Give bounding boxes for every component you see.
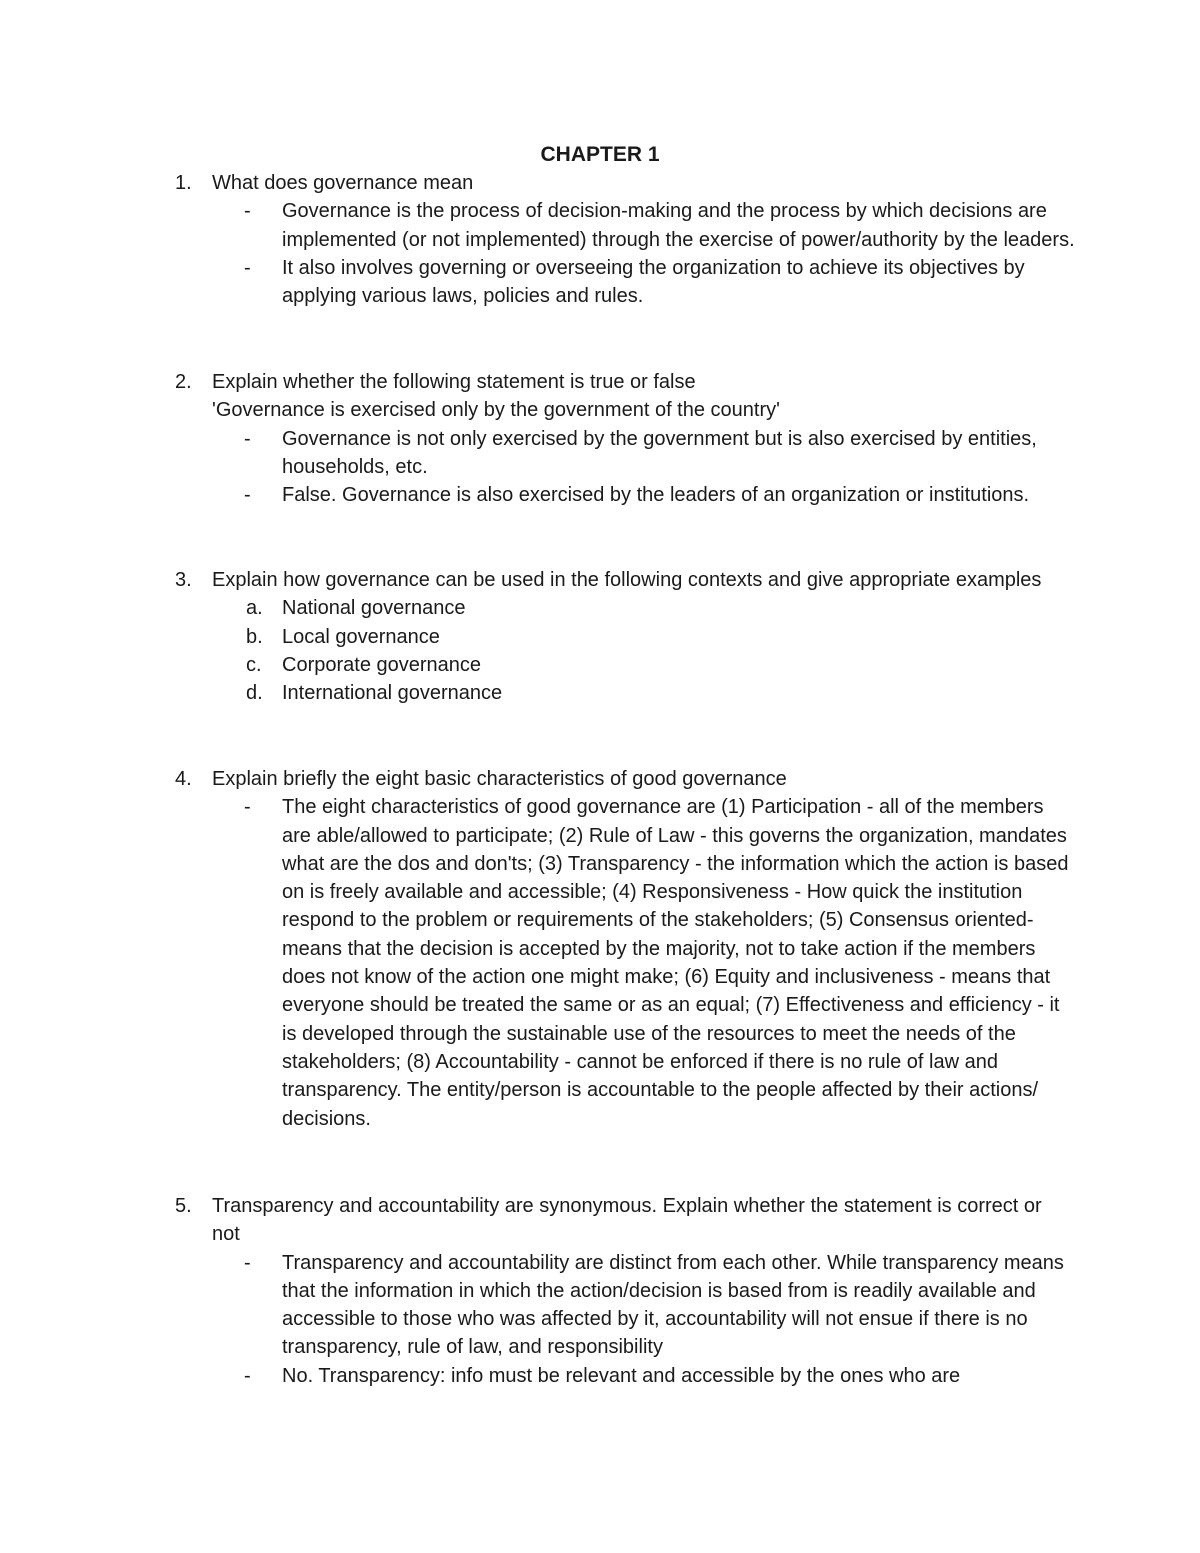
- question-4: [175, 765, 1075, 1133]
- question-text: Transparency and accountability are synonymous. Explain whether the statement is correct or not: [212, 1195, 1042, 1246]
- dash-bullet-icon: -: [244, 427, 251, 450]
- dash-bullet-icon: -: [244, 796, 251, 819]
- bullet: [175, 425, 1075, 482]
- bullet: [175, 197, 1075, 254]
- bullet: [175, 1249, 1075, 1362]
- bullet-text: False. Governance is also exercised by the leaders of an organization or institutions.: [282, 484, 1030, 507]
- question-5: [175, 1192, 1075, 1390]
- lettered-item: [175, 679, 1075, 707]
- item-text: International governance: [282, 682, 503, 705]
- quoted-statement: 'Governance is exercised only by the government of the country': [212, 399, 780, 422]
- question-number: 4.: [175, 768, 192, 790]
- bullet-text: It also involves governing or overseeing the organization to achieve its objectives by applying various laws, policies and rules.: [282, 256, 1025, 308]
- bullet-text: Governance is not only exercised by the government but is also exercised by entities, households, etc.: [282, 427, 1037, 478]
- item-text: Local governance: [282, 625, 440, 648]
- bullet: [175, 481, 1075, 509]
- lettered-item: [175, 651, 1075, 679]
- bullet-text: No. Transparency: info must be relevant and accessible by the ones who are: [282, 1364, 961, 1387]
- dash-bullet-icon: -: [244, 484, 251, 507]
- question-line: [175, 368, 1075, 396]
- question-line: [175, 765, 1075, 793]
- dash-bullet-icon: -: [244, 1364, 251, 1387]
- bullet: [175, 1362, 1075, 1390]
- question-line: [175, 566, 1075, 594]
- item-text: National governance: [282, 597, 466, 620]
- dash-bullet-icon: -: [244, 200, 251, 223]
- dash-bullet-icon: -: [244, 256, 251, 279]
- question-2: [175, 368, 1075, 509]
- question-3: [175, 566, 1075, 707]
- lettered-item: [175, 594, 1075, 622]
- question-number: 3.: [175, 569, 192, 591]
- question-line: [175, 1192, 1075, 1249]
- item-text: Corporate governance: [282, 653, 482, 676]
- bullet-text: Transparency and accountability are distinct from each other. While transparency means that the information in which the action/decision is based from is readily available and accessible to those who was affected by it, accountability will not ensue if there is no transparency, rule of law, and responsibility: [282, 1251, 1064, 1359]
- question-number: 5.: [175, 1195, 192, 1217]
- question-line: [175, 169, 1075, 197]
- bullet-text: Governance is the process of decision-making and the process by which decisions are implemented (or not implemented) through the exercise of power/authority by the leaders.: [282, 200, 1075, 251]
- question-text: Explain how governance can be used in the following contexts and give appropriate examples: [212, 569, 1042, 591]
- question-text: Explain briefly the eight basic characteristics of good governance: [212, 768, 787, 790]
- bullet: [175, 793, 1075, 1133]
- item-letter: c.: [246, 653, 262, 676]
- question-number: 2.: [175, 371, 192, 393]
- question-text: What does governance mean: [212, 172, 474, 194]
- item-letter: d.: [246, 682, 263, 705]
- item-letter: a.: [246, 597, 263, 620]
- item-letter: b.: [246, 625, 263, 648]
- question-1: [175, 169, 1075, 310]
- bullet-text: The eight characteristics of good governance are (1) Participation - all of the members are able/allowed to participate; (2) Rule of Law - this governs the organization, mandates what are the dos and don'ts; (3) Transparency - the information which the action is based on is freely available and accessible; (4) Responsiveness - How quick the institution respond to the problem or requirements of the stakeholders; (5) Consensus oriented- means that the decision is accepted by the majority, not to take action if the members does not know of the action one might make; (6) Equity and inclusiveness - means that everyone should be treated the same or as an equal; (7) Effectiveness and efficiency - it is developed through the sustainable use of the resources to meet the needs of the stakeholders; (8) Accountability - cannot be enforced if there is no rule of law and transparency. The entity/person is accountable to the people affected by their actions/ decisions.: [282, 796, 1069, 1130]
- question-number: 1.: [175, 172, 192, 194]
- bullet: [175, 254, 1075, 311]
- dash-bullet-icon: -: [244, 1251, 251, 1274]
- lettered-item: [175, 623, 1075, 651]
- question-text: Explain whether the following statement is true or false: [212, 371, 696, 393]
- page-title: CHAPTER 1: [540, 143, 660, 166]
